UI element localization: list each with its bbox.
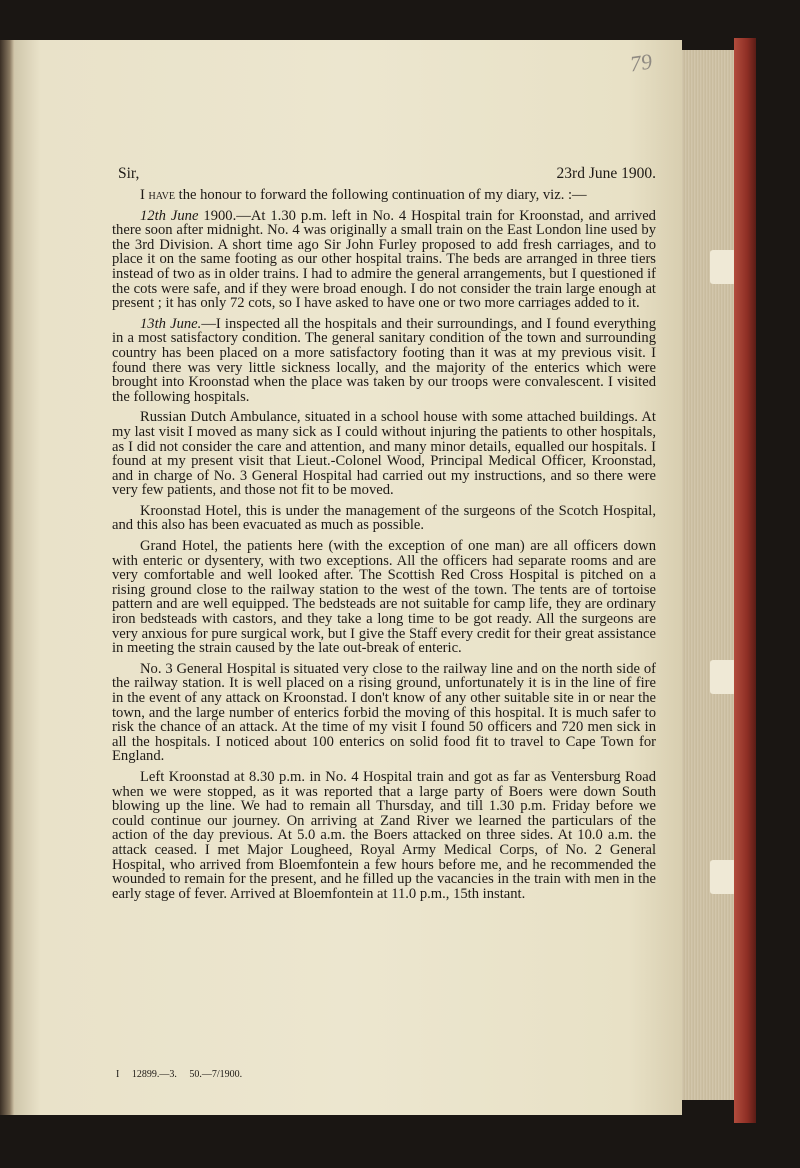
- letter-date: 23rd June 1900.: [556, 165, 656, 182]
- entry-text: 1900.—At 1.30 p.m. left in No. 4 Hospital train for Kroonstad, and arrived there soon after midnight. No. 4 was originally a small train on the East London line used by the 3rd Division. A short time ago Sir John Furley proposed to add fresh carriages, and to place it on the same footing as our other hospital trains. The beds are arranged in three tiers instead of two as in older trains. I had to admire the general arrangements, but I questioned if the cots were safe, and if they were broad enough. I do not consider the train large enough at present ; it has only 72 cots, so I have asked to have one or two more carriages added to it.: [112, 207, 656, 312]
- body-paragraph: Left Kroonstad at 8.30 p.m. in No. 4 Hospital train and got as far as Ventersburg Road when we were stopped, as it was reported that a large party of Boers were down South blowing up the line. We had to remain all Thursday, and till 1.30 p.m. Friday before we could continue our journey. On arriving at Zand River we learned the particulars of the action of the day previous. At 5.0 a.m. the Boers attacked on three sides. At 10.0 a.m. the attack ceased. I met Major Lougheed, Royal Army Medical Corps, of No. 2 General Hospital, who arrived from Bloemfontein a few hours before me, and he recommended the wounded to remain for the present, and he filled up the vacancies in the train with men in the early stage of fever. Arrived at Bloemfontein at 11.0 p.m., 15th instant.: [112, 768, 656, 902]
- page-tab: [710, 860, 734, 894]
- diary-entry: [112, 317, 656, 405]
- body-paragraph: No. 3 General Hospital is situated very close to the railway line and on the north side of the railway station. It is well placed on a rising ground, unfortunately it is in the line of fire in the event of any attack on Kroonstad. I don't know of any other suitable site in or near the town, and the large number of enterics forbid the moving of this hospital. It is much safer to risk the chance of an attack. At the time of my visit I found 50 officers and 720 men sick in all the hospitals. I noticed about 100 enterics on solid food fit to travel to Cape Town for England.: [112, 660, 656, 765]
- print-footer: I 12899.—3. 50.—7/1900.: [116, 1069, 243, 1080]
- body-paragraph: Grand Hotel, the patients here (with the exception of one man) are all officers down with enteric or dysentery, with two exceptions. All the officers had separate rooms and are very comfortable and well looked after. The Scottish Red Cross Hospital is pitched on a rising ground close to the railway station to the west of the town. The tents are of tortoise pattern and are well equipped. The bedsteads are not suitable for camp life, they are ordinary iron bedsteads with castors, and they take a long time to be got ready. All the surgeons are very anxious for pure surgical work, but I give the Staff every credit for their great assistance in meeting the strain caused by the late out-break of enteric.: [112, 538, 656, 657]
- letter-header: [118, 165, 656, 187]
- entry-date: 13th June.: [140, 315, 202, 332]
- book-cover-edge: [734, 38, 756, 1123]
- letter-body: [112, 188, 656, 907]
- opening-text: the honour to forward the following continuation of my diary, viz. :—: [175, 187, 587, 203]
- book-gutter: [0, 40, 14, 1115]
- opening-paragraph: [112, 188, 656, 203]
- page-edges: [682, 50, 734, 1100]
- page-tab: [710, 250, 734, 284]
- body-paragraph: Russian Dutch Ambulance, situated in a school house with some attached buildings. At my last visit I moved as many sick as I could without injuring the patients to other hospitals, as I did not consider the care and attention, and many minor details, equalled our hospitals. I found at my present visit that Lieut.-Colonel Wood, Principal Medical Officer, Kroonstad, and in charge of No. 3 General Hospital had carried out my instructions, and so there were very few patients, and those not fit to be moved.: [112, 409, 656, 499]
- salutation: Sir,: [118, 165, 140, 182]
- diary-entry: [112, 209, 656, 311]
- body-paragraph: Kroonstad Hotel, this is under the management of the surgeons of the Scotch Hospital, and this also has been evacuated as much as possible.: [112, 502, 656, 534]
- page-tab: [710, 660, 734, 694]
- entry-text: —I inspected all the hospitals and their surroundings, and I found everything in a most satisfactory condition. The general sanitary condition of the town and surrounding country has been placed on a more satisfactory footing than it was at my previous visit. I found there was very little sickness locally, and the majority of the enterics which were brought into Kroonstad when the place was taken by our troops were convalescent. I visited the following hospitals.: [112, 315, 656, 405]
- entry-date: 12th June: [140, 207, 199, 224]
- pencil-mark: 79: [628, 48, 654, 77]
- opening-lead: I have: [140, 187, 175, 203]
